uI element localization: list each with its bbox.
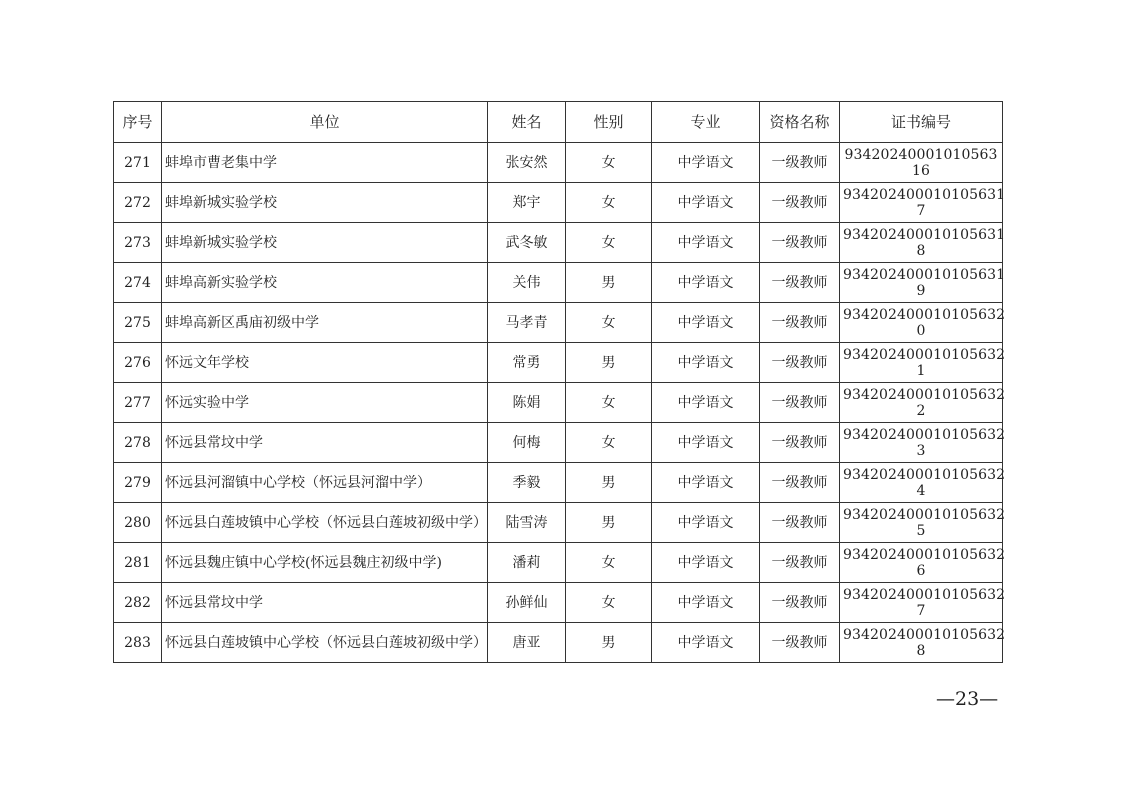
cell-gender: 女 — [566, 423, 652, 463]
cell-unit: 怀远县魏庄镇中心学校(怀远县魏庄初级中学) — [162, 543, 488, 583]
cell-unit: 怀远县白莲坡镇中心学校（怀远县白莲坡初级中学） — [162, 623, 488, 663]
cell-unit: 蚌埠新城实验学校 — [162, 183, 488, 223]
table-row — [114, 263, 1003, 303]
cell-unit: 怀远文年学校 — [162, 343, 488, 383]
cell-qualification: 一级教师 — [760, 623, 840, 663]
cell-unit: 怀远县白莲坡镇中心学校（怀远县白莲坡初级中学） — [162, 503, 488, 543]
cell-name: 唐亚 — [488, 623, 566, 663]
cell-certificate: 934202400010105631​8 — [840, 223, 1003, 263]
cell-name: 张安然 — [488, 143, 566, 183]
cell-index: 277 — [114, 383, 162, 423]
cell-subject: 中学语文 — [652, 263, 760, 303]
cell-unit: 怀远实验中学 — [162, 383, 488, 423]
cell-qualification: 一级教师 — [760, 583, 840, 623]
cell-qualification: 一级教师 — [760, 423, 840, 463]
cell-qualification: 一级教师 — [760, 463, 840, 503]
cell-name: 陆雪涛 — [488, 503, 566, 543]
cell-qualification: 一级教师 — [760, 543, 840, 583]
table-row — [114, 383, 1003, 423]
cell-qualification: 一级教师 — [760, 223, 840, 263]
cell-index: 272 — [114, 183, 162, 223]
cell-gender: 男 — [566, 503, 652, 543]
cell-name: 潘莉 — [488, 543, 566, 583]
cell-name: 马孝青 — [488, 303, 566, 343]
cell-index: 276 — [114, 343, 162, 383]
cell-gender: 男 — [566, 463, 652, 503]
teacher-qualification-table — [113, 101, 1006, 663]
cell-certificate: 934202400010105632​7 — [840, 583, 1003, 623]
table-row — [114, 503, 1003, 543]
cell-gender: 女 — [566, 143, 652, 183]
table-row — [114, 543, 1003, 583]
table-row — [114, 623, 1003, 663]
header-unit: 单位 — [162, 102, 488, 143]
cell-certificate: 93420240001010563​16 — [840, 143, 1003, 183]
cell-subject: 中学语文 — [652, 143, 760, 183]
cell-gender: 男 — [566, 263, 652, 303]
cell-subject: 中学语文 — [652, 343, 760, 383]
page-number: —23— — [936, 688, 999, 710]
cell-name: 何梅 — [488, 423, 566, 463]
cell-subject: 中学语文 — [652, 623, 760, 663]
table-row — [114, 223, 1003, 263]
cell-gender: 女 — [566, 223, 652, 263]
header-gender: 性别 — [566, 102, 652, 143]
cell-subject: 中学语文 — [652, 383, 760, 423]
cell-unit: 蚌埠高新实验学校 — [162, 263, 488, 303]
cell-certificate: 934202400010105632​0 — [840, 303, 1003, 343]
cell-qualification: 一级教师 — [760, 263, 840, 303]
cell-certificate: 934202400010105631​7 — [840, 183, 1003, 223]
cell-unit: 蚌埠市曹老集中学 — [162, 143, 488, 183]
cell-gender: 男 — [566, 343, 652, 383]
cell-name: 季毅 — [488, 463, 566, 503]
cell-qualification: 一级教师 — [760, 303, 840, 343]
header-qualification: 资格名称 — [760, 102, 840, 143]
cell-subject: 中学语文 — [652, 183, 760, 223]
cell-index: 275 — [114, 303, 162, 343]
cell-gender: 女 — [566, 383, 652, 423]
cell-index: 282 — [114, 583, 162, 623]
table-row — [114, 343, 1003, 383]
cell-index: 283 — [114, 623, 162, 663]
cell-qualification: 一级教师 — [760, 503, 840, 543]
cell-name: 郑宇 — [488, 183, 566, 223]
cell-subject: 中学语文 — [652, 303, 760, 343]
cell-qualification: 一级教师 — [760, 383, 840, 423]
table-row — [114, 463, 1003, 503]
cell-qualification: 一级教师 — [760, 343, 840, 383]
cell-certificate: 934202400010105632​6 — [840, 543, 1003, 583]
header-name: 姓名 — [488, 102, 566, 143]
cell-qualification: 一级教师 — [760, 143, 840, 183]
cell-index: 281 — [114, 543, 162, 583]
cell-name: 孙鲜仙 — [488, 583, 566, 623]
cell-index: 273 — [114, 223, 162, 263]
cell-gender: 女 — [566, 583, 652, 623]
cell-name: 关伟 — [488, 263, 566, 303]
cell-name: 武冬敏 — [488, 223, 566, 263]
header-index: 序号 — [114, 102, 162, 143]
cell-certificate: 934202400010105632​1 — [840, 343, 1003, 383]
cell-gender: 女 — [566, 183, 652, 223]
table-row — [114, 423, 1003, 463]
cell-certificate: 934202400010105632​4 — [840, 463, 1003, 503]
cell-subject: 中学语文 — [652, 463, 760, 503]
cell-subject: 中学语文 — [652, 503, 760, 543]
cell-name: 陈娟 — [488, 383, 566, 423]
cell-qualification: 一级教师 — [760, 183, 840, 223]
cell-certificate: 934202400010105631​9 — [840, 263, 1003, 303]
cell-unit: 蚌埠高新区禹庙初级中学 — [162, 303, 488, 343]
cell-certificate: 934202400010105632​5 — [840, 503, 1003, 543]
table-row — [114, 303, 1003, 343]
cell-subject: 中学语文 — [652, 223, 760, 263]
cell-index: 280 — [114, 503, 162, 543]
cell-unit: 怀远县常坟中学 — [162, 423, 488, 463]
cell-certificate: 934202400010105632​8 — [840, 623, 1003, 663]
cell-subject: 中学语文 — [652, 423, 760, 463]
cell-index: 274 — [114, 263, 162, 303]
table-row — [114, 583, 1003, 623]
cell-gender: 男 — [566, 623, 652, 663]
table-body — [114, 143, 1006, 663]
cell-index: 278 — [114, 423, 162, 463]
table-row — [114, 183, 1003, 223]
cell-index: 271 — [114, 143, 162, 183]
table-header-row — [114, 102, 1003, 143]
header-subject: 专业 — [652, 102, 760, 143]
cell-certificate: 934202400010105632​2 — [840, 383, 1003, 423]
cell-index: 279 — [114, 463, 162, 503]
cell-certificate: 934202400010105632​3 — [840, 423, 1003, 463]
cell-subject: 中学语文 — [652, 583, 760, 623]
cell-unit: 蚌埠新城实验学校 — [162, 223, 488, 263]
header-certificate: 证书编号 — [840, 102, 1003, 143]
cell-unit: 怀远县河溜镇中心学校（怀远县河溜中学） — [162, 463, 488, 503]
cell-gender: 女 — [566, 303, 652, 343]
cell-subject: 中学语文 — [652, 543, 760, 583]
cell-unit: 怀远县常坟中学 — [162, 583, 488, 623]
cell-gender: 女 — [566, 543, 652, 583]
table-row — [114, 143, 1003, 183]
cell-name: 常勇 — [488, 343, 566, 383]
